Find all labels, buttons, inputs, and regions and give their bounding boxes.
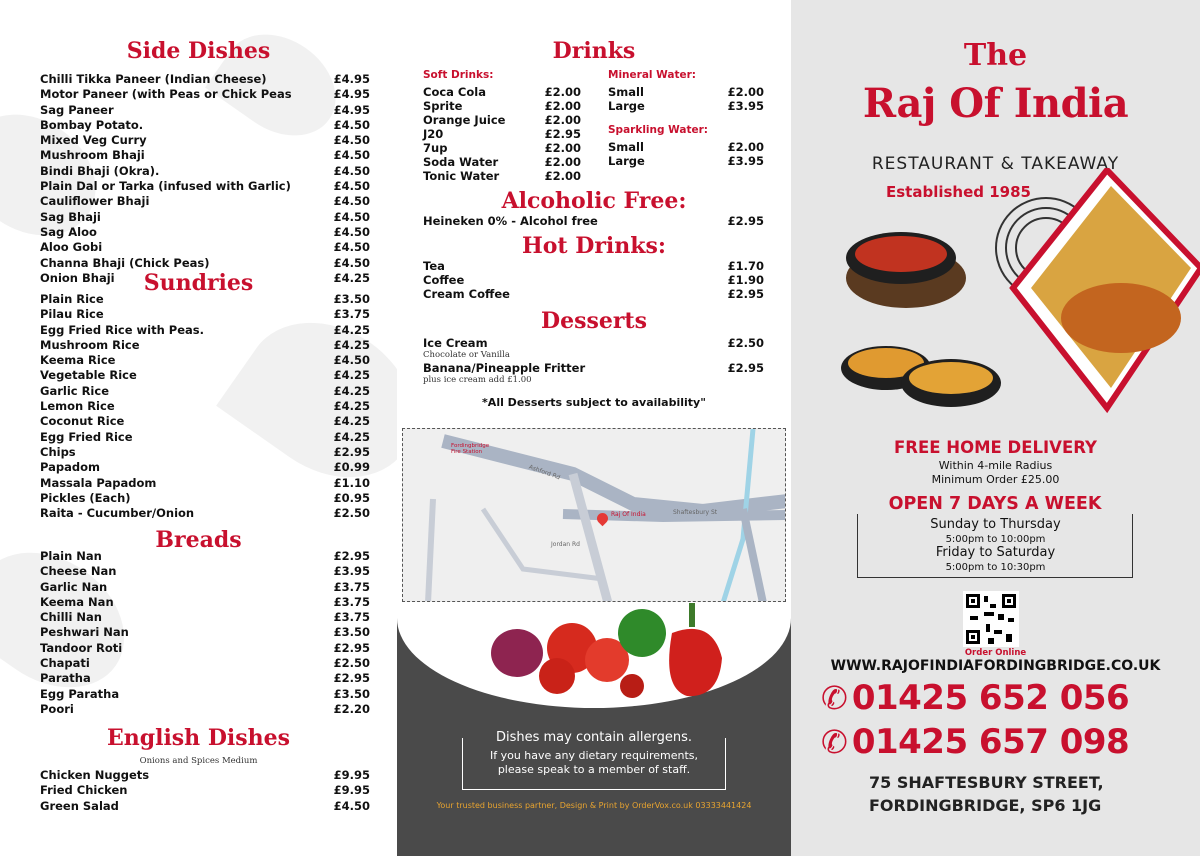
menu-item-name: Small [608, 140, 644, 154]
allergen-title: Dishes may contain allergens. [495, 730, 693, 745]
website-link[interactable]: WWW.RAJOFINDIAFORDINGBRIDGE.CO.UK [830, 658, 1161, 674]
menu-item-price: £3.95 [727, 154, 764, 168]
menu-item-price: £2.00 [544, 113, 581, 127]
menu-item [40, 240, 370, 255]
menu-item-name: Paratha [40, 671, 91, 686]
sundries-list [40, 292, 370, 521]
menu-item-price: £4.25 [333, 270, 370, 285]
menu-item-name: Chicken Nuggets [40, 768, 150, 782]
menu-item-name: Coffee [423, 273, 465, 287]
breads-list [40, 549, 370, 717]
menu-item [423, 214, 764, 229]
vegetables-image [457, 598, 757, 708]
menu-item-name: Pilau Rice [40, 307, 104, 322]
menu-item [40, 656, 370, 671]
address-line-1: 75 SHAFTESBURY STREET, [869, 773, 1104, 792]
map-label: Fordingbridge Fire Station [451, 443, 490, 455]
menu-item-price: £2.95 [727, 214, 764, 228]
soft-drinks-list [423, 85, 581, 183]
menu-item [40, 256, 370, 271]
brand-the: The [963, 38, 1028, 73]
menu-item-price: £2.50 [333, 656, 370, 671]
hours-time-1: 5:00pm to 10:00pm [945, 534, 1046, 545]
menu-item-price: £3.95 [333, 564, 370, 579]
menu-item-name: Large [608, 99, 645, 113]
menu-item-name: Cream Coffee [423, 287, 510, 301]
menu-item [423, 113, 581, 127]
location-map[interactable] [402, 428, 786, 602]
phone-icon: ✆ [821, 723, 848, 761]
menu-item [40, 687, 370, 702]
desserts-availability: *All Desserts subject to availability" [482, 396, 706, 409]
menu-item [40, 610, 370, 625]
menu-item-name: Egg Paratha [40, 686, 120, 701]
menu-item-note: plus ice cream add £1.00 [423, 375, 532, 385]
menu-item [423, 273, 764, 287]
menu-item-price: £3.75 [333, 610, 370, 625]
soft-drinks-label: Soft Drinks: [423, 69, 494, 81]
menu-item [40, 671, 370, 686]
menu-item-name: Sag Paneer [40, 102, 114, 117]
menu-item-name: Plain Nan [40, 549, 102, 563]
menu-item [40, 292, 370, 307]
menu-item [40, 399, 370, 414]
menu-item [423, 155, 581, 169]
map-label: Raj Of India [611, 511, 646, 518]
menu-item [40, 307, 370, 322]
mineral-water-list [608, 85, 764, 113]
menu-item-price: £2.50 [333, 506, 370, 521]
menu-item [423, 169, 581, 183]
delivery-minimum: Minimum Order £25.00 [931, 473, 1060, 486]
side-dishes-list [40, 72, 370, 286]
menu-item [40, 460, 370, 475]
menu-item-name: Poori [40, 701, 74, 716]
menu-item [40, 133, 370, 148]
menu-item [40, 549, 370, 564]
menu-item [423, 259, 764, 273]
hours-day-1: Sunday to Thursday [930, 517, 1061, 532]
menu-item-name: Plain Dal or Tarka (infused with Garlic) [40, 179, 291, 194]
menu-item [40, 225, 370, 240]
menu-item-name: Mixed Veg Curry [40, 133, 147, 148]
delivery-title: FREE HOME DELIVERY [894, 438, 1097, 457]
menu-item [40, 338, 370, 353]
menu-item-name: Sag Aloo [40, 224, 97, 239]
menu-item-price: £2.00 [727, 140, 764, 154]
mineral-water-label: Mineral Water: [608, 69, 696, 81]
desserts-list [423, 336, 764, 386]
menu-item [40, 625, 370, 640]
phone-icon: ✆ [821, 679, 848, 717]
map-label: Shaftesbury St [673, 509, 718, 516]
menu-panel-left [0, 0, 397, 856]
menu-item [40, 368, 370, 383]
menu-item-price: £4.50 [333, 209, 370, 224]
section-title-alcohol-free: Alcoholic Free: [501, 188, 687, 214]
menu-item-name: Chapati [40, 656, 90, 671]
water-block [608, 68, 764, 168]
menu-item [423, 85, 581, 99]
menu-item-price: £1.70 [727, 259, 764, 273]
english-dishes-list [40, 768, 370, 814]
section-title-hot-drinks: Hot Drinks: [521, 233, 667, 259]
menu-item-price: £2.00 [544, 169, 581, 183]
menu-item [40, 799, 370, 814]
menu-item-price: £3.50 [333, 686, 370, 701]
menu-item [40, 641, 370, 656]
menu-item-name: Tandoor Roti [40, 640, 123, 655]
menu-item-name: Mushroom Rice [40, 337, 140, 352]
menu-item-name: J20 [423, 127, 444, 141]
menu-item-name: Banana/Pineapple Fritter [423, 361, 586, 375]
hours-day-2: Friday to Saturday [935, 545, 1056, 560]
menu-item-price: £1.10 [333, 475, 370, 490]
food-image [831, 168, 1200, 428]
menu-item-price: £2.20 [333, 701, 370, 716]
menu-item-price: £2.00 [544, 85, 581, 99]
delivery-radius: Within 4-mile Radius [938, 459, 1053, 472]
menu-item-name: Cheese Nan [40, 564, 117, 579]
qr-code-icon [966, 594, 1016, 644]
allergen-section [397, 618, 791, 856]
menu-item [40, 430, 370, 445]
menu-item-name: Ice Cream [423, 336, 488, 350]
phone-number: 01425 652 056 [851, 678, 1130, 718]
menu-item-name: Tonic Water [423, 169, 500, 183]
menu-item [40, 702, 370, 717]
menu-item-price: £0.99 [333, 460, 370, 475]
alcohol-free-list [423, 214, 764, 229]
menu-item-name: Chilli Tikka Paneer (Indian Cheese) [40, 72, 267, 86]
menu-item [423, 361, 764, 375]
menu-item-name: Bombay Potato. [40, 117, 144, 132]
menu-item-name: Onion Bhaji [40, 270, 115, 285]
qr-code[interactable] [963, 591, 1019, 647]
menu-item-name: Motor Paneer (with Peas or Chick Peas [40, 87, 292, 102]
menu-item-price: £4.50 [333, 224, 370, 239]
menu-item-price: £4.50 [333, 163, 370, 178]
menu-item [40, 768, 370, 783]
menu-item [40, 179, 370, 194]
menu-item [40, 148, 370, 163]
menu-item-price: £2.95 [544, 127, 581, 141]
menu-item-price: £2.50 [727, 336, 764, 350]
menu-item [40, 384, 370, 399]
menu-item-name: Papadom [40, 460, 100, 475]
menu-item-name: Pickles (Each) [40, 490, 131, 505]
menu-item-price: £2.95 [727, 361, 764, 375]
order-online-label: Order Online [964, 648, 1027, 658]
menu-item [40, 353, 370, 368]
menu-item-price: £4.95 [333, 102, 370, 117]
menu-item [423, 127, 581, 141]
section-title-sundries: Sundries [143, 270, 254, 296]
menu-item-price: £4.25 [333, 383, 370, 398]
menu-item-price: £4.50 [333, 255, 370, 270]
menu-item-name: Garlic Rice [40, 383, 109, 398]
menu-item-price: £4.50 [333, 117, 370, 132]
menu-item [608, 140, 764, 154]
menu-item-name: Coca Cola [423, 85, 486, 99]
menu-item-price: £4.50 [333, 133, 370, 148]
menu-item-name: Plain Rice [40, 292, 104, 306]
menu-item-name: Sprite [423, 99, 463, 113]
menu-item [40, 445, 370, 460]
menu-item-price: £4.50 [333, 148, 370, 163]
sparkling-water-list [608, 140, 764, 168]
menu-item-name: Green Salad [40, 798, 119, 813]
menu-item-name: Chips [40, 444, 76, 459]
menu-item-name: Large [608, 154, 645, 168]
menu-item-price: £9.95 [333, 768, 370, 782]
menu-item-price: £2.00 [544, 155, 581, 169]
brand-tagline: RESTAURANT & TAKEAWAY [871, 154, 1120, 174]
menu-item [40, 118, 370, 133]
allergen-text: If you have any dietary requirements, please speak to a member of staff. [489, 749, 699, 776]
section-title-drinks: Drinks [552, 38, 636, 64]
menu-item-price: £2.95 [727, 287, 764, 301]
menu-item [40, 210, 370, 225]
menu-item-price: £4.50 [333, 240, 370, 255]
menu-item-price: £4.25 [333, 322, 370, 337]
menu-item [40, 506, 370, 521]
phone-1[interactable] [821, 678, 1129, 718]
menu-item [40, 194, 370, 209]
menu-item-name: Coconut Rice [40, 414, 125, 429]
menu-item-price: £3.50 [333, 292, 370, 306]
menu-item [40, 72, 370, 87]
menu-item-name: Fried Chicken [40, 783, 128, 798]
hours-time-2: 5:00pm to 10:30pm [945, 562, 1046, 573]
menu-item [608, 154, 764, 168]
menu-item [40, 323, 370, 338]
menu-item-name: Mushroom Bhaji [40, 148, 145, 163]
hours-title: OPEN 7 DAYS A WEEK [857, 494, 1133, 514]
menu-item [40, 87, 370, 102]
menu-item-name: Cauliflower Bhaji [40, 194, 150, 209]
menu-item-price: £3.75 [333, 594, 370, 609]
menu-item-price: £4.50 [333, 798, 370, 813]
menu-item-name: Sag Bhaji [40, 209, 101, 224]
menu-item-price: £9.95 [333, 783, 370, 798]
menu-item [608, 99, 764, 113]
menu-item-name: Keema Rice [40, 353, 116, 368]
menu-item-name: Lemon Rice [40, 399, 115, 414]
menu-item-note: Chocolate or Vanilla [423, 350, 510, 360]
menu-item-name: Egg Fried Rice with Peas. [40, 322, 204, 337]
menu-item-price: £2.00 [544, 99, 581, 113]
design-credit: Your trusted business partner, Design & Print by OrderVox.co.uk 03333441424 [436, 801, 752, 810]
brand-name: Raj Of India [862, 80, 1129, 127]
menu-item-name: Chilli Nan [40, 610, 102, 625]
menu-item-name: Heineken 0% - Alcohol free [423, 214, 598, 228]
menu-item-price: £2.95 [333, 640, 370, 655]
menu-item [40, 580, 370, 595]
menu-item-price: £2.95 [333, 671, 370, 686]
menu-item [40, 595, 370, 610]
menu-item-price: £2.00 [727, 85, 764, 99]
menu-item-name: Peshwari Nan [40, 625, 129, 640]
menu-item [40, 103, 370, 118]
menu-item-price: £3.75 [333, 307, 370, 322]
menu-item-price: £0.95 [333, 490, 370, 505]
menu-item-name: 7up [423, 141, 448, 155]
menu-item-name: Tea [423, 259, 445, 273]
menu-item-price: £4.25 [333, 399, 370, 414]
menu-item [40, 491, 370, 506]
menu-item-name: Orange Juice [423, 113, 506, 127]
menu-item [40, 164, 370, 179]
menu-item-price: £4.50 [333, 353, 370, 368]
menu-item-name: Raita - Cucumber/Onion [40, 506, 195, 521]
menu-item [423, 336, 764, 350]
map-label: Jordan Rd [551, 541, 580, 548]
menu-item-price: £4.25 [333, 429, 370, 444]
menu-item [423, 141, 581, 155]
menu-item-price: £3.75 [333, 579, 370, 594]
menu-item [40, 783, 370, 798]
menu-item-price: £4.25 [333, 368, 370, 383]
menu-item [423, 287, 764, 301]
menu-item-name: Vegetable Rice [40, 368, 137, 383]
menu-item-name: Channa Bhaji (Chick Peas) [40, 255, 210, 270]
menu-item [608, 85, 764, 99]
section-title-desserts: Desserts [541, 308, 647, 334]
english-dishes-note: Onions and Spices Medium [139, 756, 258, 766]
menu-item-name: Soda Water [423, 155, 499, 169]
menu-item-price: £4.25 [333, 414, 370, 429]
menu-item-price: £3.95 [727, 99, 764, 113]
menu-item-price: £2.95 [333, 549, 370, 563]
menu-item-price: £2.00 [544, 141, 581, 155]
menu-item-name: Keema Nan [40, 594, 114, 609]
menu-item-name: Massala Papadom [40, 475, 157, 490]
menu-item-price: £4.95 [333, 72, 370, 86]
menu-item-price: £4.95 [333, 87, 370, 102]
menu-item [40, 564, 370, 579]
cover-panel [791, 0, 1200, 856]
menu-item-name: Aloo Gobi [40, 240, 103, 255]
soft-drinks-block [423, 68, 581, 183]
menu-item-price: £2.95 [333, 444, 370, 459]
menu-item-price: £1.90 [727, 273, 764, 287]
section-title-breads: Breads [155, 527, 242, 553]
menu-item-name: Garlic Nan [40, 579, 108, 594]
phone-number: 01425 657 098 [851, 722, 1130, 762]
menu-item-name: Small [608, 85, 644, 99]
section-title-side-dishes: Side Dishes [126, 38, 271, 64]
menu-item-name: Bindi Bhaji (Okra). [40, 163, 160, 178]
menu-item-price: £4.25 [333, 337, 370, 352]
menu-panel-middle [397, 0, 791, 856]
sparkling-water-label: Sparkling Water: [608, 124, 708, 136]
address-line-2: FORDINGBRIDGE, SP6 1JG [869, 796, 1102, 815]
section-title-english-dishes: English Dishes [106, 725, 291, 751]
menu-item-price: £4.50 [333, 194, 370, 209]
menu-item [40, 476, 370, 491]
map-label: Ashford Rd [527, 463, 562, 482]
phone-2[interactable] [821, 722, 1129, 762]
menu-item-price: £3.50 [333, 625, 370, 640]
menu-item [423, 99, 581, 113]
hot-drinks-list [423, 259, 764, 301]
menu-item-name: Egg Fried Rice [40, 429, 133, 444]
established: Established 1985 [886, 183, 1031, 201]
menu-item-price: £4.50 [333, 179, 370, 194]
menu-item [40, 414, 370, 429]
